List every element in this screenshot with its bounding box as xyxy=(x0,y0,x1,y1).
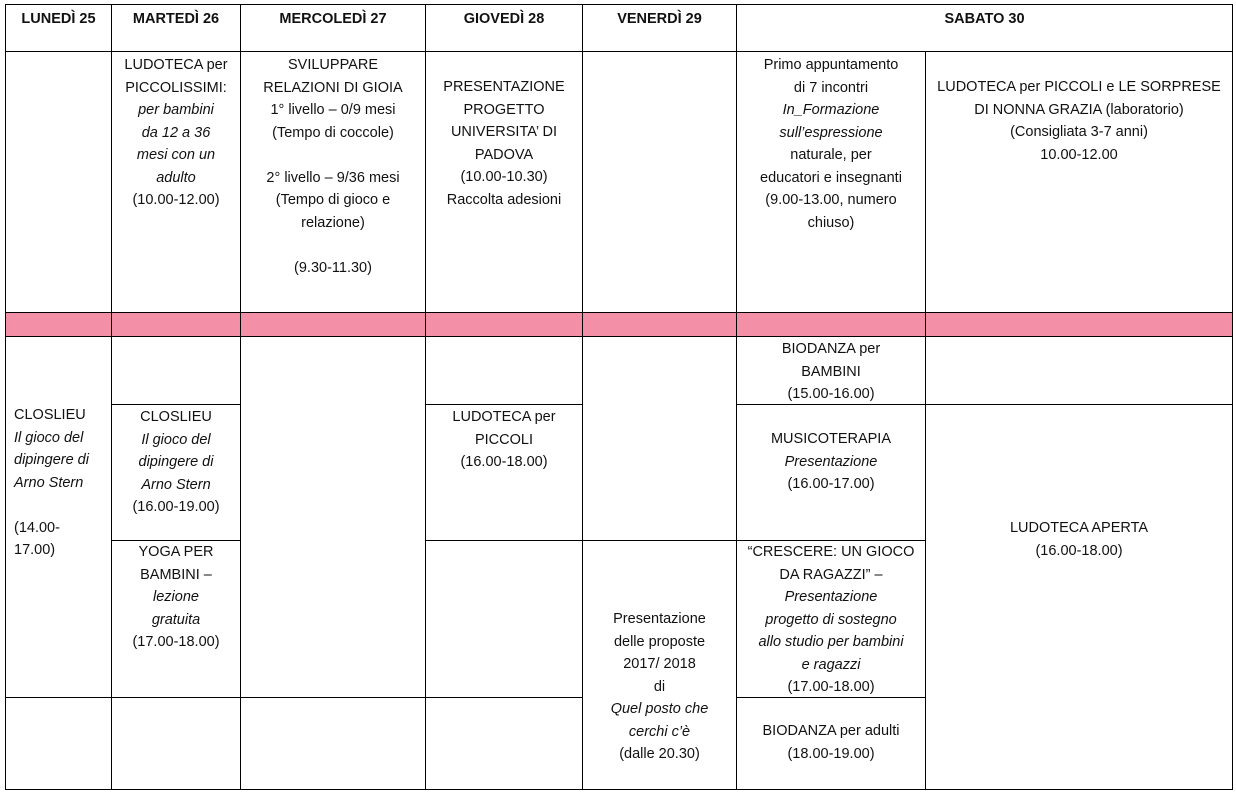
morning-saturday-ludoteca-piccoli xyxy=(925,51,1233,313)
text-line: DI NONNA GRAZIA (laboratorio) xyxy=(974,101,1184,118)
text-line: PICCOLISSIMI: xyxy=(125,79,227,96)
header-thursday: GIOVEDÌ 28 xyxy=(425,4,583,52)
text-line: Presentazione xyxy=(613,611,706,627)
text-line: (16.00-17.00) xyxy=(787,476,875,492)
separator-cell xyxy=(736,312,926,337)
text-line: sull’espressione xyxy=(779,124,883,141)
afternoon-tuesday-yoga xyxy=(111,540,241,698)
text-line: BAMBINI xyxy=(801,363,861,380)
text-line: RELAZIONI DI GIOIA xyxy=(263,79,403,96)
text-line: Arno Stern xyxy=(141,476,211,493)
text-line: (dalle 20.30) xyxy=(619,746,700,762)
text-line: CLOSLIEU xyxy=(14,407,86,423)
text-line: (14.00- xyxy=(14,519,60,536)
text-line: LUDOTECA APERTA xyxy=(1009,520,1149,536)
header-saturday: SABATO 30 xyxy=(736,4,1233,52)
afternoon-tuesday-empty xyxy=(111,336,241,405)
afternoon-thursday-ludoteca xyxy=(425,404,583,541)
text-line: 2017/ 2018 xyxy=(623,656,696,672)
evening-monday-empty xyxy=(5,697,112,790)
text-line: 10.00-12.00 xyxy=(1040,146,1118,163)
morning-saturday-formazione xyxy=(736,51,926,313)
morning-tuesday-ludoteca xyxy=(111,51,241,313)
evening-thursday-empty xyxy=(425,697,583,790)
header-tuesday: MARTEDÌ 26 xyxy=(111,4,241,52)
text-line: progetto di sostegno xyxy=(765,611,897,628)
text-line: PICCOLI xyxy=(474,431,533,448)
afternoon-saturday-biodanza-bambini xyxy=(736,336,926,405)
text-line: relazione) xyxy=(301,214,365,231)
text-line: (10.00-12.00) xyxy=(132,192,220,208)
text-line: (17.00-18.00) xyxy=(787,679,875,695)
text-line: Il gioco del xyxy=(141,431,211,448)
text-line: Raccolta adesioni xyxy=(446,191,562,208)
text-line: adulto xyxy=(156,169,196,186)
text-line: mesi con un xyxy=(136,147,216,163)
evening-tuesday-empty xyxy=(111,697,241,790)
text-line: Il gioco del xyxy=(14,429,84,446)
text-line: allo studio per bambini xyxy=(758,634,904,650)
afternoon-thursday-empty xyxy=(425,336,583,405)
morning-friday-empty xyxy=(582,51,737,313)
text-line: di xyxy=(653,678,666,695)
text-line: BAMBINI – xyxy=(140,566,212,583)
text-line: 17.00) xyxy=(14,542,56,558)
text-line: (10.00-10.30) xyxy=(460,169,548,185)
text-line: Quel posto che xyxy=(610,701,709,717)
evening-wednesday-empty xyxy=(240,697,426,790)
afternoon-thursday-empty-2 xyxy=(425,540,583,698)
header-wednesday: MERCOLEDÌ 27 xyxy=(240,4,426,52)
text-line: delle proposte xyxy=(613,633,706,650)
text-line: (16.00-18.00) xyxy=(460,454,548,470)
afternoon-saturday-empty xyxy=(925,336,1233,405)
text-line: (17.00-18.00) xyxy=(132,634,220,650)
text-line: YOGA PER xyxy=(138,544,214,560)
text-line: Primo appuntamento xyxy=(763,57,899,73)
text-line: (Tempo di coccole) xyxy=(272,124,394,141)
text-line: (Tempo di gioco e xyxy=(275,192,391,208)
text-line: (Consigliata 3-7 anni) xyxy=(1010,124,1148,140)
afternoon-saturday-musicoterapia xyxy=(736,404,926,541)
afternoon-friday-empty xyxy=(582,336,737,541)
text-line: dipingere di xyxy=(138,454,214,470)
text-line: DA RAGAZZI” – xyxy=(779,566,883,583)
morning-thursday-padova xyxy=(425,51,583,313)
text-line: LUDOTECA per xyxy=(452,409,556,425)
separator-cell xyxy=(925,312,1233,337)
text-line: gratuita xyxy=(151,611,201,628)
text-line: LUDOTECA per PICCOLI e LE SORPRESE xyxy=(937,79,1221,95)
text-line: UNIVERSITA’ DI xyxy=(450,124,558,140)
separator-cell xyxy=(240,312,426,337)
text-line: PROGETTO xyxy=(463,101,545,118)
separator-cell xyxy=(425,312,583,337)
afternoon-saturday-crescere xyxy=(736,540,926,698)
text-line: (9.00-13.00, numero xyxy=(765,192,897,208)
text-line: (16.00-18.00) xyxy=(1035,542,1123,559)
text-line: PRESENTAZIONE xyxy=(443,79,565,95)
text-line: SVILUPPARE xyxy=(288,57,378,73)
text-line: 1° livello – 0/9 mesi xyxy=(270,102,396,118)
text-line: Presentazione xyxy=(784,453,878,470)
evening-saturday-biodanza-adulti xyxy=(736,697,926,790)
text-line: chiuso) xyxy=(807,214,855,231)
text-line: di 7 incontri xyxy=(793,79,869,96)
text-line: “CRESCERE: UN GIOCO xyxy=(747,544,915,560)
text-line: In_Formazione xyxy=(782,102,880,118)
text-line: BIODANZA per xyxy=(781,341,881,357)
header-friday: VENERDÌ 29 xyxy=(582,4,737,52)
evening-friday-presentazione xyxy=(582,540,737,790)
text-line: (18.00-19.00) xyxy=(787,745,875,762)
header-monday: LUNEDÌ 25 xyxy=(5,4,112,52)
text-line: e ragazzi xyxy=(801,656,861,673)
separator-cell xyxy=(111,312,241,337)
text-line: per bambini xyxy=(138,102,214,118)
text-line: (15.00-16.00) xyxy=(787,386,875,402)
text-line: da 12 a 36 xyxy=(141,124,211,141)
afternoon-saturday-ludoteca-aperta xyxy=(925,404,1233,790)
afternoon-tuesday-closlieu xyxy=(111,404,241,541)
text-line: MUSICOTERAPIA xyxy=(770,431,892,447)
text-line: Arno Stern xyxy=(14,474,84,491)
afternoon-monday-closlieu xyxy=(5,336,112,698)
text-line: Presentazione xyxy=(784,589,878,605)
separator-cell xyxy=(582,312,737,337)
morning-monday-empty xyxy=(5,51,112,313)
separator-cell xyxy=(5,312,112,337)
text-line: educatori e insegnanti xyxy=(760,169,902,186)
text-line: 2° livello – 9/36 mesi xyxy=(266,169,400,186)
text-line: naturale, per xyxy=(790,147,872,163)
text-line: BIODANZA per adulti xyxy=(762,723,900,739)
text-line: LUDOTECA per xyxy=(124,57,228,73)
afternoon-wednesday-empty xyxy=(240,336,426,698)
text-line: (16.00-19.00) xyxy=(132,499,220,515)
text-line: PADOVA xyxy=(474,146,534,163)
morning-wednesday-relazioni xyxy=(240,51,426,313)
text-line: dipingere di xyxy=(14,452,89,468)
text-line: CLOSLIEU xyxy=(140,409,212,425)
text-line: cerchi c’è xyxy=(628,723,691,740)
text-line: (9.30-11.30) xyxy=(294,259,372,276)
text-line: lezione xyxy=(153,589,199,605)
